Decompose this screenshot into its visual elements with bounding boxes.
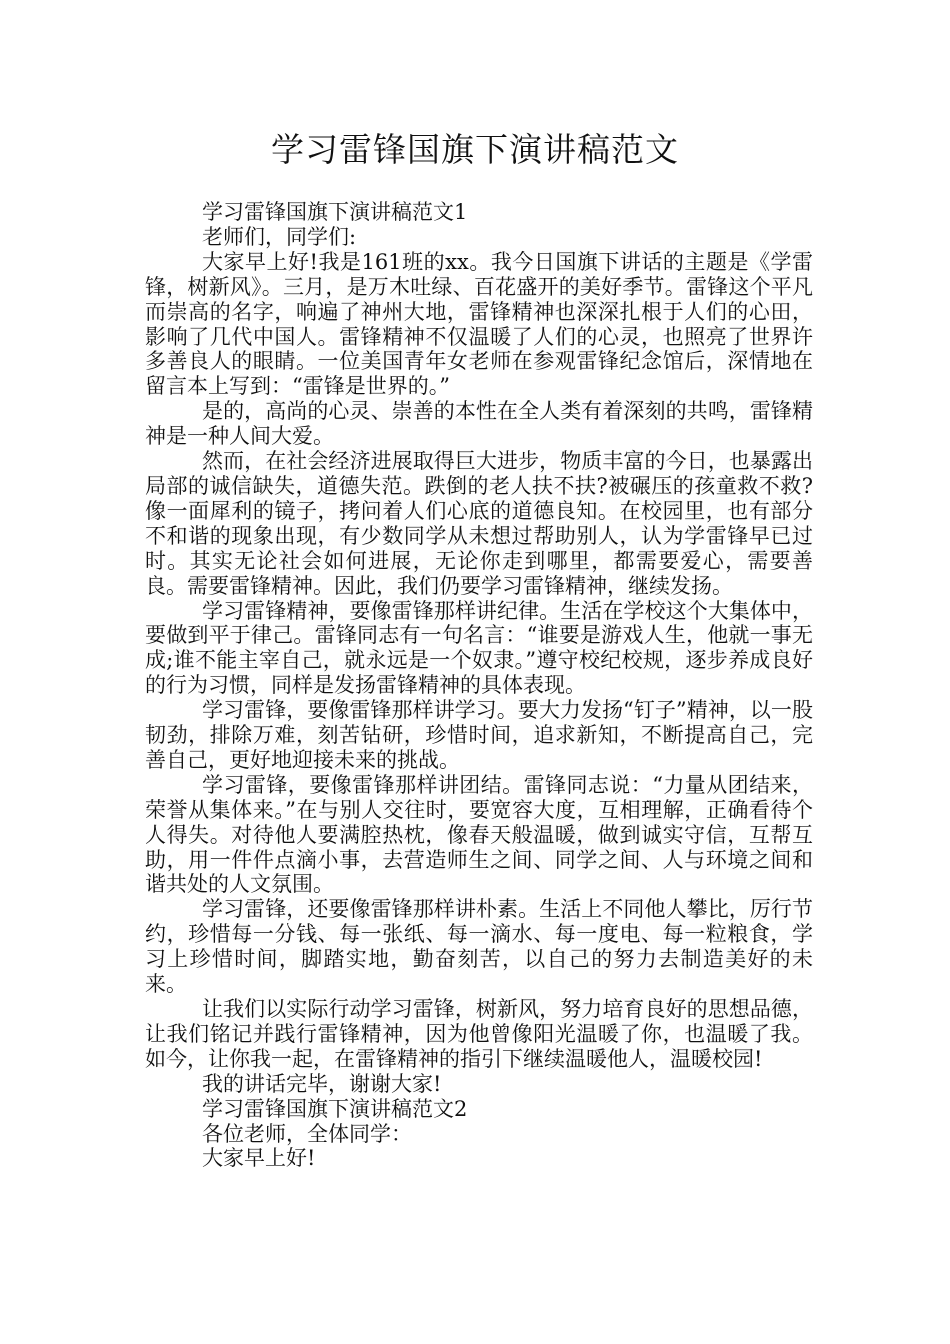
paragraph: 学习雷锋精神，要像雷锋那样讲纪律。生活在学校这个大集体中，要做到平于律己。雷锋同志有一句名言：“谁要是游戏人生，他就一事无成;谁不能主宰自己，就永远是一个奴隶。”遵守校纪校规，逐步养成良好的行为习惯，同样是发扬雷锋精神的具体表现。 — [145, 598, 813, 698]
paragraph: 学习雷锋，要像雷锋那样讲学习。要大力发扬“钉子”精神，以一股韧劲，排除万难，刻苦钻研，珍惜时间，追求新知，不断提高自己，完善自己，更好地迎接未来的挑战。 — [145, 698, 813, 772]
section-heading-2: 学习雷锋国旗下演讲稿范文2 — [202, 1096, 468, 1121]
paragraph: 是的，高尚的心灵、崇善的本性在全人类有着深刻的共鸣，雷锋精神是一种人间大爱。 — [145, 399, 813, 449]
paragraph: 让我们以实际行动学习雷锋，树新风，努力培育良好的思想品德，让我们铭记并践行雷锋精神，因为他曾像阳光温暖了你，也温暖了我。如今，让你我一起，在雷锋精神的指引下继续温暖他人，温暖校园! — [145, 997, 813, 1071]
paragraph: 学习雷锋，还要像雷锋那样讲朴素。生活上不同他人攀比，厉行节约，珍惜每一分钱、每一张纸、每一滴水、每一度电、每一粒粮食，学习上珍惜时间，脚踏实地，勤奋刻苦，以自己的努力去制造美好的未来。 — [145, 897, 813, 997]
paragraph: 然而，在社会经济进展取得巨大进步，物质丰富的今日，也暴露出局部的诚信缺失，道德失范。跌倒的老人扶不扶?被碾压的孩童救不救?像一面犀利的镜子，拷问着人们心底的道德良知。在校园里，也有部分不和谐的现象出现，有少数同学从未想过帮助别人，认为学雷锋早已过时。其实无论社会如何进展，无论你走到哪里，都需要爱心，需要善良。需要雷锋精神。因此，我们仍要学习雷锋精神，继续发扬。 — [145, 449, 813, 598]
document-title: 学习雷锋国旗下演讲稿范文 — [271, 130, 679, 169]
paragraph: 学习雷锋，要像雷锋那样讲团结。雷锋同志说：“力量从团结来，荣誉从集体来。”在与别人交往时，要宽容大度，互相理解，正确看待个人得失。对待他人要满腔热枕，像春天般温暖，做到诚实守信，互帮互助，用一件件点滴小事，去营造师生之间、同学之间、人与环境之间和谐共处的人文氛围。 — [145, 772, 813, 897]
salutation-2: 各位老师，全体同学： — [202, 1121, 412, 1146]
section-heading-1: 学习雷锋国旗下演讲稿范文1 — [202, 200, 468, 224]
greeting: 大家早上好! — [202, 1146, 316, 1171]
closing-line: 我的讲话完毕，谢谢大家! — [202, 1071, 442, 1096]
paragraph: 大家早上好!我是161班的xx。我今日国旗下讲话的主题是《学雷锋，树新风》。三月，是万木吐绿、百花盛开的美好季节。雷锋这个平凡而崇高的名字，响遍了神州大地，雷锋精神也深深扎根于人们的心田，影响了几代中国人。雷锋精神不仅温暖了人们的心灵，也照亮了世界许多善良人的眼睛。一位美国青年女老师在参观雷锋纪念馆后，深情地在留言本上写到：“雷锋是世界的。” — [145, 249, 813, 399]
document-body — [145, 200, 813, 1171]
salutation-1: 老师们，同学们: — [202, 224, 357, 249]
